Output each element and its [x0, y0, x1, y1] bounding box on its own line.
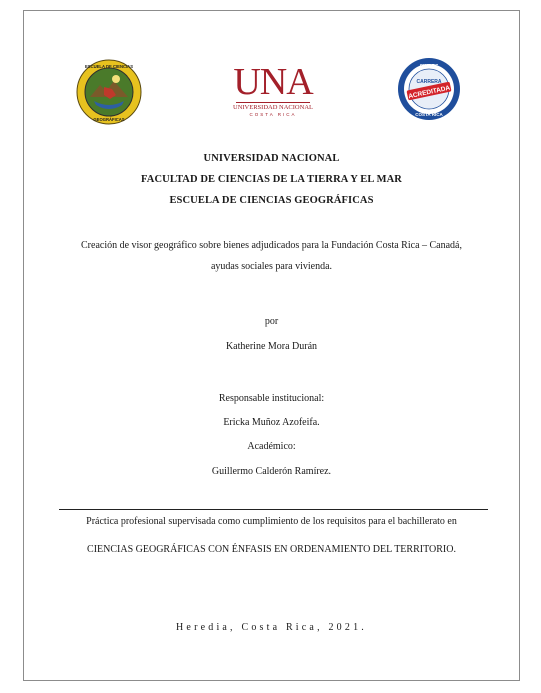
svg-text:CARRERA: CARRERA: [416, 79, 442, 85]
svg-text:SINAES: SINAES: [419, 64, 439, 70]
thesis-title-line2: ayudas sociales para vivienda.: [210, 261, 333, 272]
una-logo-country: COSTA RICA: [249, 112, 297, 117]
purpose-degree: CIENCIAS GEOGRÁFICAS CON ÉNFASIS EN ORDENAMIENTO DEL TERRITORIO.: [87, 544, 456, 555]
una-logo-name: UNIVERSIDAD NACIONAL: [233, 104, 313, 111]
header-university: UNIVERSIDAD NACIONAL: [203, 153, 340, 164]
svg-text:ESCUELA DE CIENCIAS: ESCUELA DE CIENCIAS: [84, 64, 134, 69]
geography-school-seal-logo: [76, 59, 142, 125]
svg-text:GEOGRÁFICAS: GEOGRÁFICAS: [93, 117, 125, 122]
purpose-line1: Práctica profesional supervisada como cumplimiento de los requisitos para el bachillerato en: [86, 516, 457, 527]
academic-supervisor-label: Académico:: [247, 441, 296, 452]
institutional-supervisor-label: Responsable institucional:: [218, 393, 325, 404]
document-page: [23, 10, 520, 681]
una-logo-letters: UNA: [233, 61, 313, 103]
academic-supervisor-name: Guillermo Calderón Ramírez.: [211, 466, 332, 477]
thesis-title-line1: Creación de visor geográfico sobre bienes adjudicados para la Fundación Costa Rica – Canadá,: [81, 240, 462, 251]
sinaes-accreditation-logo: [396, 56, 462, 122]
header-faculty: FACULTAD DE CIENCIAS DE LA TIERRA Y EL MAR: [141, 174, 402, 185]
svg-text:ACREDITADA: ACREDITADA: [407, 84, 451, 101]
header-school: ESCUELA DE CIENCIAS GEOGRÁFICAS: [169, 195, 374, 206]
institutional-supervisor-name: Ericka Muñoz Azofeifa.: [223, 417, 320, 428]
place-date: Heredia, Costa Rica, 2021.: [176, 622, 367, 633]
separator-rule: [59, 509, 488, 510]
author-by: por: [264, 316, 279, 327]
svg-text:COSTA RICA: COSTA RICA: [415, 112, 443, 117]
una-university-logo: [228, 63, 318, 119]
author-name: Katherine Mora Durán: [225, 341, 318, 352]
